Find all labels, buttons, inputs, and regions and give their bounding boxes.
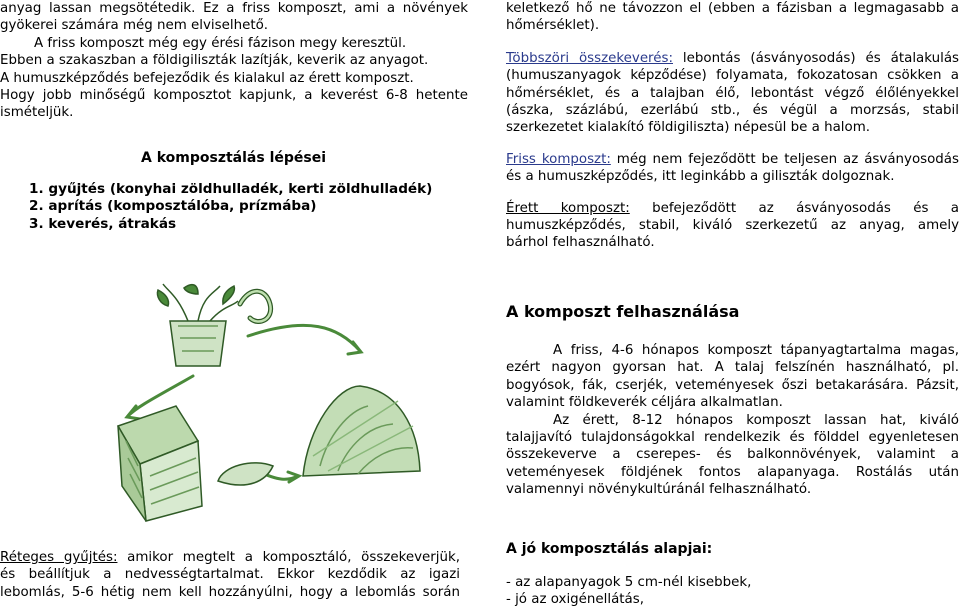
text-span: amikor megtelt a komposztáló, összekeverjük, [117,550,460,565]
cycle-arrow [128,376,193,416]
text-line: bárhol felhasználható. [506,235,655,251]
steps-list [29,181,432,233]
usage-title: A komposzt felhasználása [506,302,740,321]
left-intro-paragraph [0,0,468,122]
text-line: összekeverve a cserepes- és balkonnövények, valamint a [506,447,959,463]
text-line: és a humuszképződés, itt leginkább a giliszták dolgoznak. [506,169,895,185]
text-line: és beállítjuk a nedvességtartalmat. Ekkor kezdődik az igazi [0,567,460,583]
list-item: - az alapanyagok 5 cm-nél kisebbek, [506,575,752,590]
text-line: anyag lassan megsötétedik. Ez a friss komposzt, ami a növények [0,1,468,16]
text-line: valamint földkeverék céljára alkalmatlan. [506,395,783,411]
text-line [506,151,959,168]
text-line [506,200,959,217]
text-span: befejeződött az ásványosodás és a [629,200,960,216]
bucket-icon [157,284,238,366]
text-line: lebomlás, 5-6 hétig nem kell hozzányúlni, hogy a lebomlás során [0,584,460,600]
cycle-arrow [248,325,360,351]
term-mature-compost: Érett komposzt: [506,200,630,216]
text-line: keletkező hő ne távozzon el (ebben a fázisban a legmagasabb a [506,1,959,16]
compost-heap-icon [218,386,420,485]
text-line: hőmérséklet). [506,18,600,34]
text-line: gyökerei számára még nem elviselhető. [0,18,269,34]
term-repeated-mixing: Többszöri összekeverés: [506,50,673,66]
list-item: 2. aprítás (komposztálóba, prízmába) [29,198,317,215]
steps-heading: A komposztálás lépései [141,150,327,166]
text-line: szerkezetet kialakító földigiliszta) népesül be a halom. [506,120,871,136]
term-layered-collection: Réteges gyűjtés: [0,550,118,565]
composting-cycle-illustration [98,276,438,526]
text-line: ezért nagyon gyorsan hat. A talaj felszínén használható, pl. [506,360,959,376]
text-line: Hogy jobb minőségű komposztot kapjunk, a keverést 6-8 hetente [0,88,468,104]
text-line: bogyósok, fák, cserjék, veteményesek őszi betakarására. Pázsit, [506,377,959,393]
text-line: Az érett, 8-12 hónapos komposzt lassan hat, kiváló [553,412,959,428]
text-line: humuszképződés, stabil, kiváló szerkezetű az anyag, amely [506,218,959,234]
text-line: valamennyi növénykultúránál felhasználható. [506,482,812,498]
earthworm-icon [240,291,271,321]
text-line: (humuszanyagok képződése) folyamata, fokozatosan csökken a [506,68,959,84]
text-line: A humuszképződés befejeződik és kialakul az érett komposzt. [0,70,414,86]
text-line: (ászka, százlábú, ezerlábú stb., és végül a morzsás, stabil [506,103,959,119]
text-line: ismételjük. [0,105,74,121]
text-line: talajjavító tulajdonságokkal rendelkezik és földdel egyenletesen [506,430,959,446]
term-fresh-compost: Friss komposzt: [506,151,611,167]
basics-list [506,574,751,609]
text-span: lebontás (ásványosodás) és átalakulás [673,50,959,66]
text-line: hőmérséklet, és a talajban élő, lebontást végző élőlényekkel [506,85,959,101]
text-line [506,50,959,67]
text-line: A friss komposzt még egy érési fázison megy keresztül. [34,35,407,51]
text-line: A friss, 4-6 hónapos komposzt tápanyagtartalma magas, [553,343,959,358]
list-item: 1. gyűjtés (konyhai zöldhulladék, kerti zöldhulladék) [29,181,433,197]
list-item: - jó az oxigénellátás, [506,592,644,608]
text-line: veteményesek földjének fontos alapanyaga. Rostálás után [506,464,959,480]
arrow-head [348,342,361,354]
text-line: Ebben a szakaszban a földigiliszták lazítják, keverik az anyagot. [0,53,429,69]
text-line [0,549,460,566]
text-span: még nem fejeződött be teljesen az ásványosodás [610,151,959,167]
right-definitions [506,0,959,252]
usage-paragraph [506,342,959,499]
list-item: 3. keverés, átrakás [29,215,177,232]
basics-heading: A jó komposztálás alapjai: [506,541,713,557]
layered-collection-paragraph [0,549,460,601]
compost-bin-icon [118,406,202,521]
